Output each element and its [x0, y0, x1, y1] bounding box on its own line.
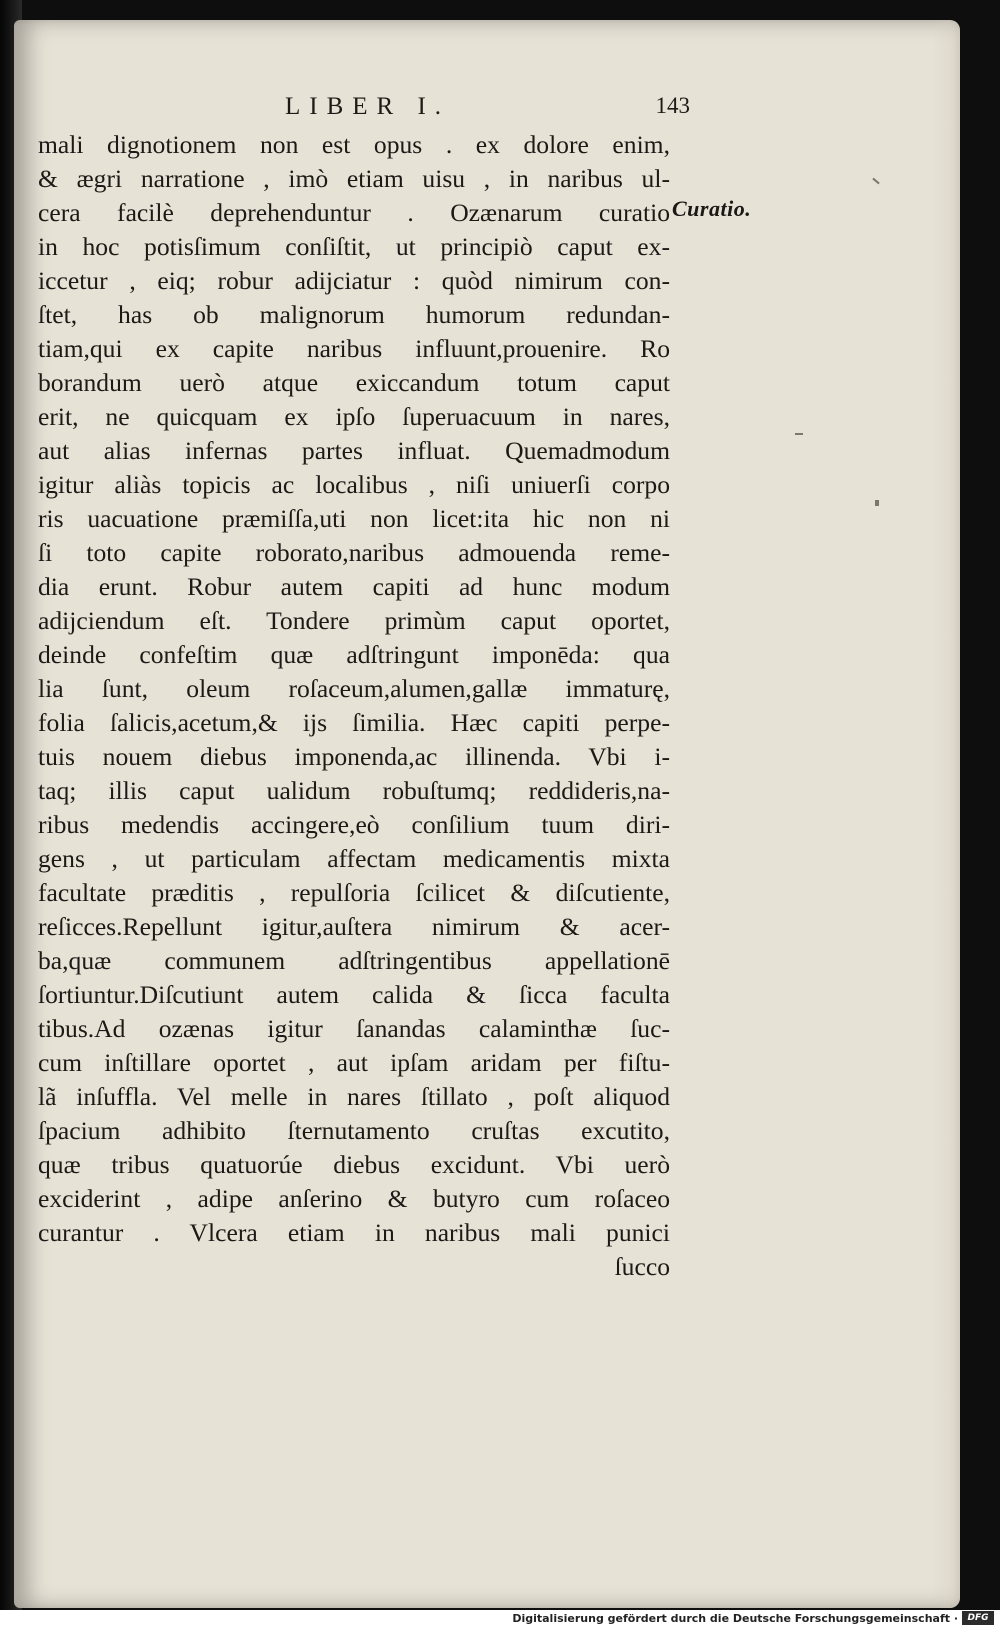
dfg-logo: DFG — [962, 1611, 994, 1625]
text-line: ſi toto capite roborato,naribus admouenda reme- — [38, 538, 670, 567]
text-line: deinde confeſtim quæ adſtringunt imponēda: qua — [38, 640, 670, 669]
text-line: borandum uerò atque exiccandum totum caput — [38, 368, 670, 397]
text-line: tuis nouem diebus imponenda,ac illinenda. Vbi i- — [38, 742, 670, 771]
text-line: cum inſtillare oportet , aut ipſam aridam per fiſtu- — [38, 1048, 670, 1077]
text-line: ſtet, has ob malignorum humorum redundan- — [38, 300, 670, 329]
text-line: quæ tribus quatuorúe diebus excidunt. Vbi uerò — [38, 1150, 670, 1179]
text-line: dia erunt. Robur autem capiti ad hunc modum — [38, 572, 670, 601]
text-line: tibus.Ad ozænas igitur ſanandas calaminthæ ſuc- — [38, 1014, 670, 1043]
stray-mark — [795, 433, 803, 435]
text-line: exciderint , adipe anſerino & butyro cum roſaceo — [38, 1184, 670, 1213]
text-line: reſicces.Repellunt igitur,auſtera nimirum & acer- — [38, 912, 670, 941]
text-line: aut alias infernas partes influat. Quemadmodum — [38, 436, 670, 465]
text-line: cera facilè deprehenduntur . Ozænarum curatio — [38, 198, 670, 227]
stray-mark — [875, 500, 879, 506]
text-line: folia ſalicis,acetum,& ijs ſimilia. Hæc capiti perpe- — [38, 708, 670, 737]
text-line: ris uacuatione præmiſſa,uti non licet:ita hic non ni — [38, 504, 670, 533]
text-line: adijciendum eſt. Tondere primùm caput oportet, — [38, 606, 670, 635]
text-line: curantur . Vlcera etiam in naribus mali punici — [38, 1218, 670, 1247]
text-line: facultate præditis , repulſoria ſcilicet & diſcutiente, — [38, 878, 670, 907]
text-line: tiam,qui ex capite naribus influunt,prouenire. Ro — [38, 334, 670, 363]
text-line: ba,quæ communem adſtringentibus appellationē — [38, 946, 670, 975]
text-line: mali dignotionem non est opus . ex dolore enim, — [38, 130, 670, 159]
text-line: & ægri narratione , imò etiam uisu , in naribus ul- — [38, 164, 670, 193]
running-title: LIBER I. — [285, 93, 451, 120]
text-line: taq; illis caput ualidum robuſtumq; reddideris,na- — [38, 776, 670, 805]
text-line: in hoc potisſimum conſiſtit, ut principiò caput ex- — [38, 232, 670, 261]
body-text — [38, 128, 670, 1284]
text-line: ſortiuntur.Diſcutiunt autem calida & ſicca faculta — [38, 980, 670, 1009]
catchword: ſucco — [614, 1252, 670, 1281]
funding-credit: Digitalisierung gefördert durch die Deutsche Forschungsgemeinschaft · — [512, 1612, 958, 1625]
text-line: lã inſuffla. Vel melle in nares ſtillato , poſt aliquod — [38, 1082, 670, 1111]
text-line: gens , ut particulam affectam medicamentis mixta — [38, 844, 670, 873]
page-number: 143 — [655, 93, 690, 118]
text-line: lia ſunt, oleum roſaceum,alumen,gallæ immaturę, — [38, 674, 670, 703]
text-line: ſpacium adhibito ſternutamento cruſtas excutito, — [38, 1116, 670, 1145]
text-line: igitur aliàs topicis ac localibus , niſi uniuerſi corpo — [38, 470, 670, 499]
text-line: iccetur , eiq; robur adijciatur : quòd nimirum con- — [38, 266, 670, 295]
page-header — [30, 93, 690, 133]
marginal-note: Curatio. — [672, 196, 752, 221]
text-line: erit, ne quicquam ex ipſo ſuperuacuum in nares, — [38, 402, 670, 431]
text-line: ribus medendis accingere,eò conſilium tuum diri- — [38, 810, 670, 839]
